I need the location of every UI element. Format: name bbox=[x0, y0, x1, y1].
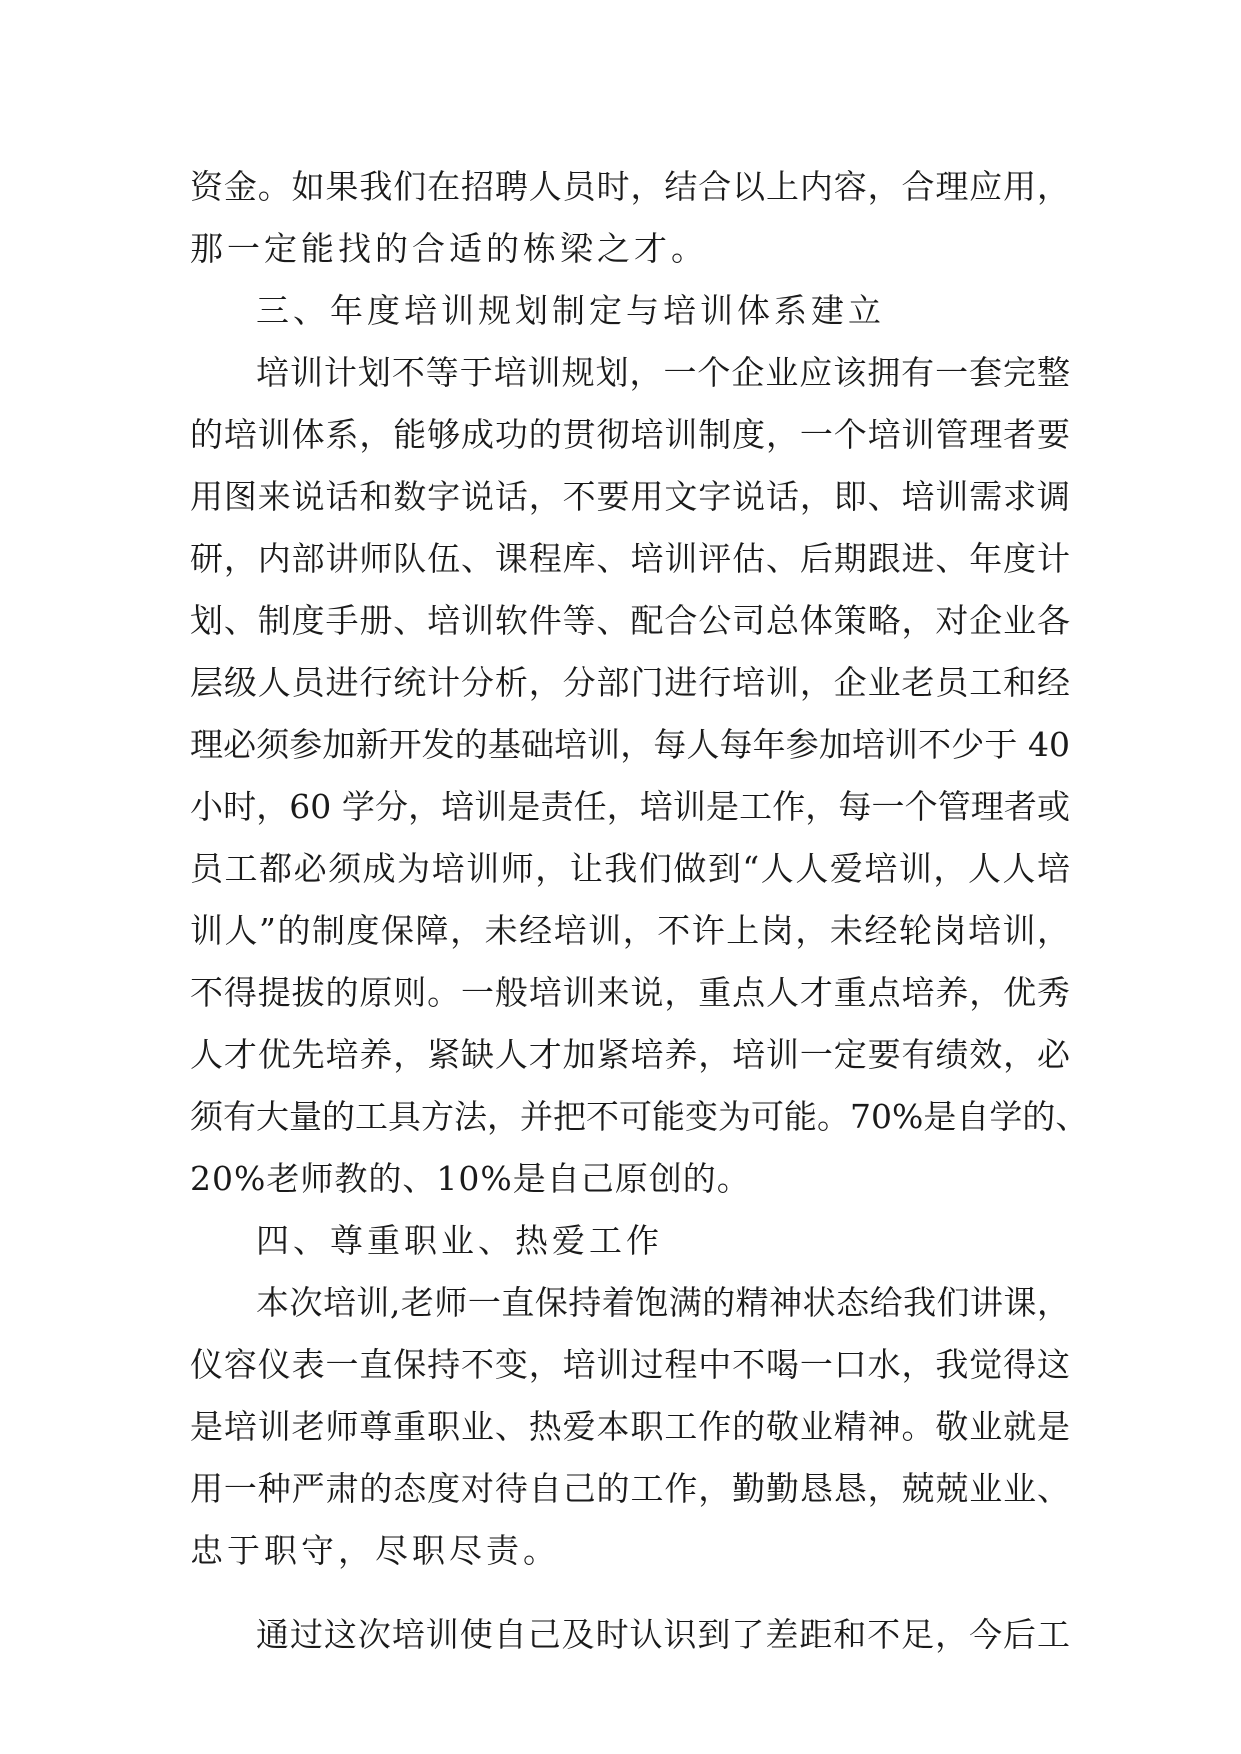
text-line: 通过这次培训使自己及时认识到了差距和不足，今后工 bbox=[256, 1615, 1070, 1654]
text-line: 用图来说话和数字说话，不要用文字说话，即、培训需求调 bbox=[190, 477, 1070, 516]
text-line: 层级人员进行统计分析，分部门进行培训，企业老员工和经 bbox=[190, 663, 1070, 702]
text-line: 划、制度手册、培训软件等、配合公司总体策略，对企业各 bbox=[190, 601, 1070, 640]
text-line: 小时，60 学分，培训是责任，培训是工作，每一个管理者或 bbox=[190, 787, 1070, 826]
text-line: 用一种严肃的态度对待自己的工作，勤勤恳恳，兢兢业业、 bbox=[190, 1469, 1070, 1508]
text-line: 忠于职守，尽职尽责。 bbox=[190, 1531, 560, 1570]
text-line: 培训计划不等于培训规划，一个企业应该拥有一套完整 bbox=[256, 353, 1070, 392]
text-line: 那一定能找的合适的栋梁之才。 bbox=[190, 229, 708, 268]
text-line: 须有大量的工具方法，并把不可能变为可能。70%是自学的、 bbox=[190, 1097, 1089, 1136]
text-line: 资金。如果我们在招聘人员时，结合以上内容，合理应用， bbox=[190, 167, 1070, 206]
section-heading: 四、尊重职业、热爱工作 bbox=[256, 1221, 663, 1260]
text-line: 的培训体系，能够成功的贯彻培训制度，一个培训管理者要 bbox=[190, 415, 1070, 454]
text-line: 人才优先培养，紧缺人才加紧培养，培训一定要有绩效，必 bbox=[190, 1035, 1070, 1074]
text-line: 研，内部讲师队伍、课程库、培训评估、后期跟进、年度计 bbox=[190, 539, 1070, 578]
text-line: 是培训老师尊重职业、热爱本职工作的敬业精神。敬业就是 bbox=[190, 1407, 1070, 1446]
text-line: 20%老师教的、10%是自己原创的。 bbox=[190, 1159, 751, 1198]
text-line: 仪容仪表一直保持不变，培训过程中不喝一口水，我觉得这 bbox=[190, 1345, 1070, 1384]
text-line: 理必须参加新开发的基础培训，每人每年参加培训不少于 40 bbox=[190, 725, 1070, 764]
text-line: 员工都必须成为培训师，让我们做到“人人爱培训，人人培 bbox=[190, 849, 1070, 888]
text-line: 训人”的制度保障，未经培训，不许上岗，未经轮岗培训， bbox=[190, 911, 1070, 950]
section-heading: 三、年度培训规划制定与培训体系建立 bbox=[256, 291, 885, 330]
text-line: 不得提拔的原则。一般培训来说，重点人才重点培养，优秀 bbox=[190, 973, 1070, 1012]
text-line: 本次培训,老师一直保持着饱满的精神状态给我们讲课， bbox=[256, 1283, 1070, 1322]
